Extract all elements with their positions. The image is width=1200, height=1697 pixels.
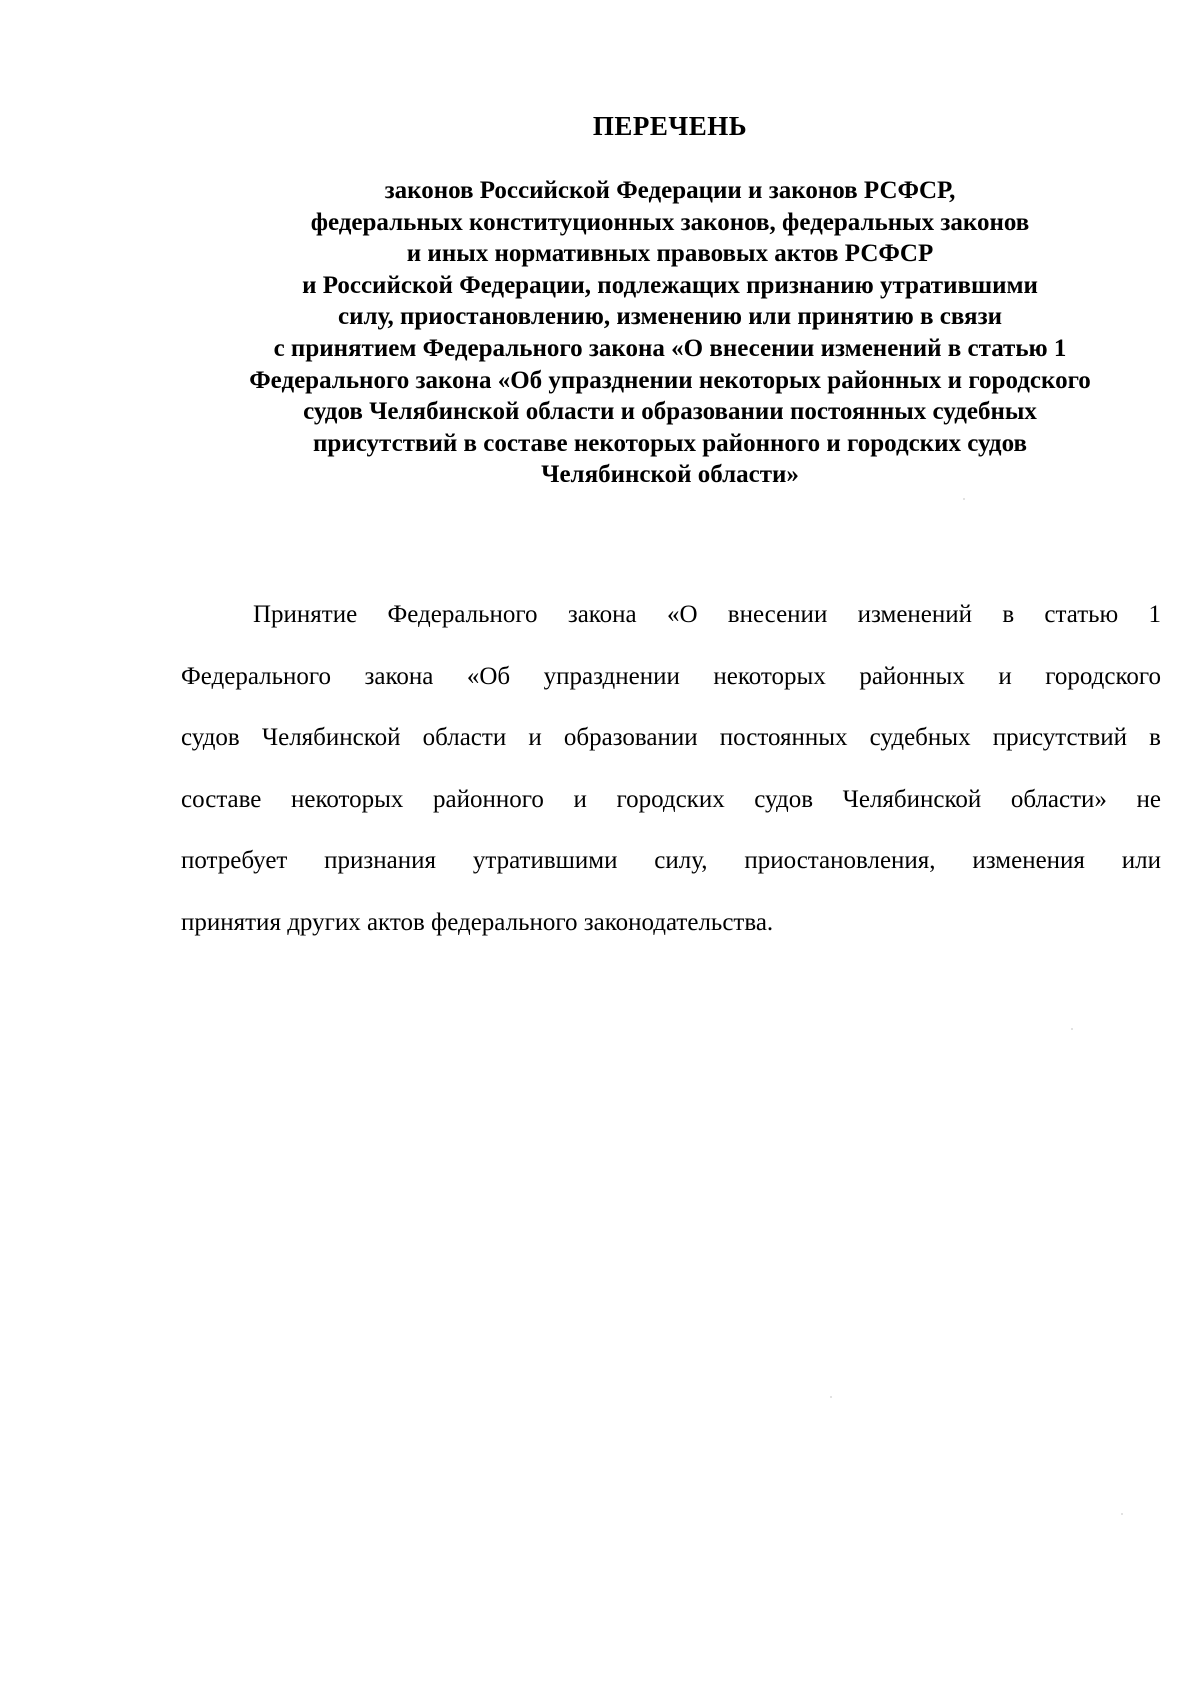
document-subtitle bbox=[150, 175, 1190, 491]
scan-speck bbox=[1121, 1513, 1123, 1515]
body-line: Принятие Федерального закона «О внесении изменений в статью 1 bbox=[253, 601, 1161, 628]
subtitle-line: присутствий в составе некоторых районного и городских судов bbox=[313, 429, 1027, 457]
body-paragraph bbox=[181, 592, 1161, 961]
subtitle-line: судов Челябинской области и образовании постоянных судебных bbox=[303, 398, 1037, 426]
subtitle-line: и иных нормативных правовых актов РСФСР bbox=[406, 240, 934, 268]
subtitle-line: с принятием Федерального закона «О внесении изменений в статью 1 bbox=[273, 334, 1067, 362]
body-line: Федерального закона «Об упразднении некоторых районных и городского bbox=[181, 662, 1161, 690]
body-line: потребует признания утратившими силу, приостановления, изменения или bbox=[181, 847, 1161, 874]
subtitle-line: законов Российской Федерации и законов РСФСР, bbox=[384, 177, 956, 204]
subtitle-line: силу, приостановлению, изменению или принятию в связи bbox=[337, 303, 1003, 331]
subtitle-line: и Российской Федерации, подлежащих признанию утратившими bbox=[302, 271, 1038, 299]
subtitle-line: Челябинской области» bbox=[541, 461, 799, 489]
scan-speck bbox=[1071, 1028, 1073, 1030]
document-heading: ПЕРЕЧЕНЬ bbox=[592, 111, 748, 141]
body-line: составе некоторых районного и городских судов Челябинской области» не bbox=[181, 785, 1161, 813]
body-line: принятия других актов федерального законодательства. bbox=[181, 908, 774, 936]
scan-speck bbox=[830, 1396, 832, 1398]
subtitle-line: федеральных конституционных законов, федеральных законов bbox=[310, 208, 1030, 236]
subtitle-line: Федерального закона «Об упразднении некоторых районных и городского bbox=[249, 366, 1091, 394]
body-line: судов Челябинской области и образовании постоянных судебных присутствий в bbox=[181, 724, 1161, 751]
scan-speck bbox=[963, 498, 965, 500]
